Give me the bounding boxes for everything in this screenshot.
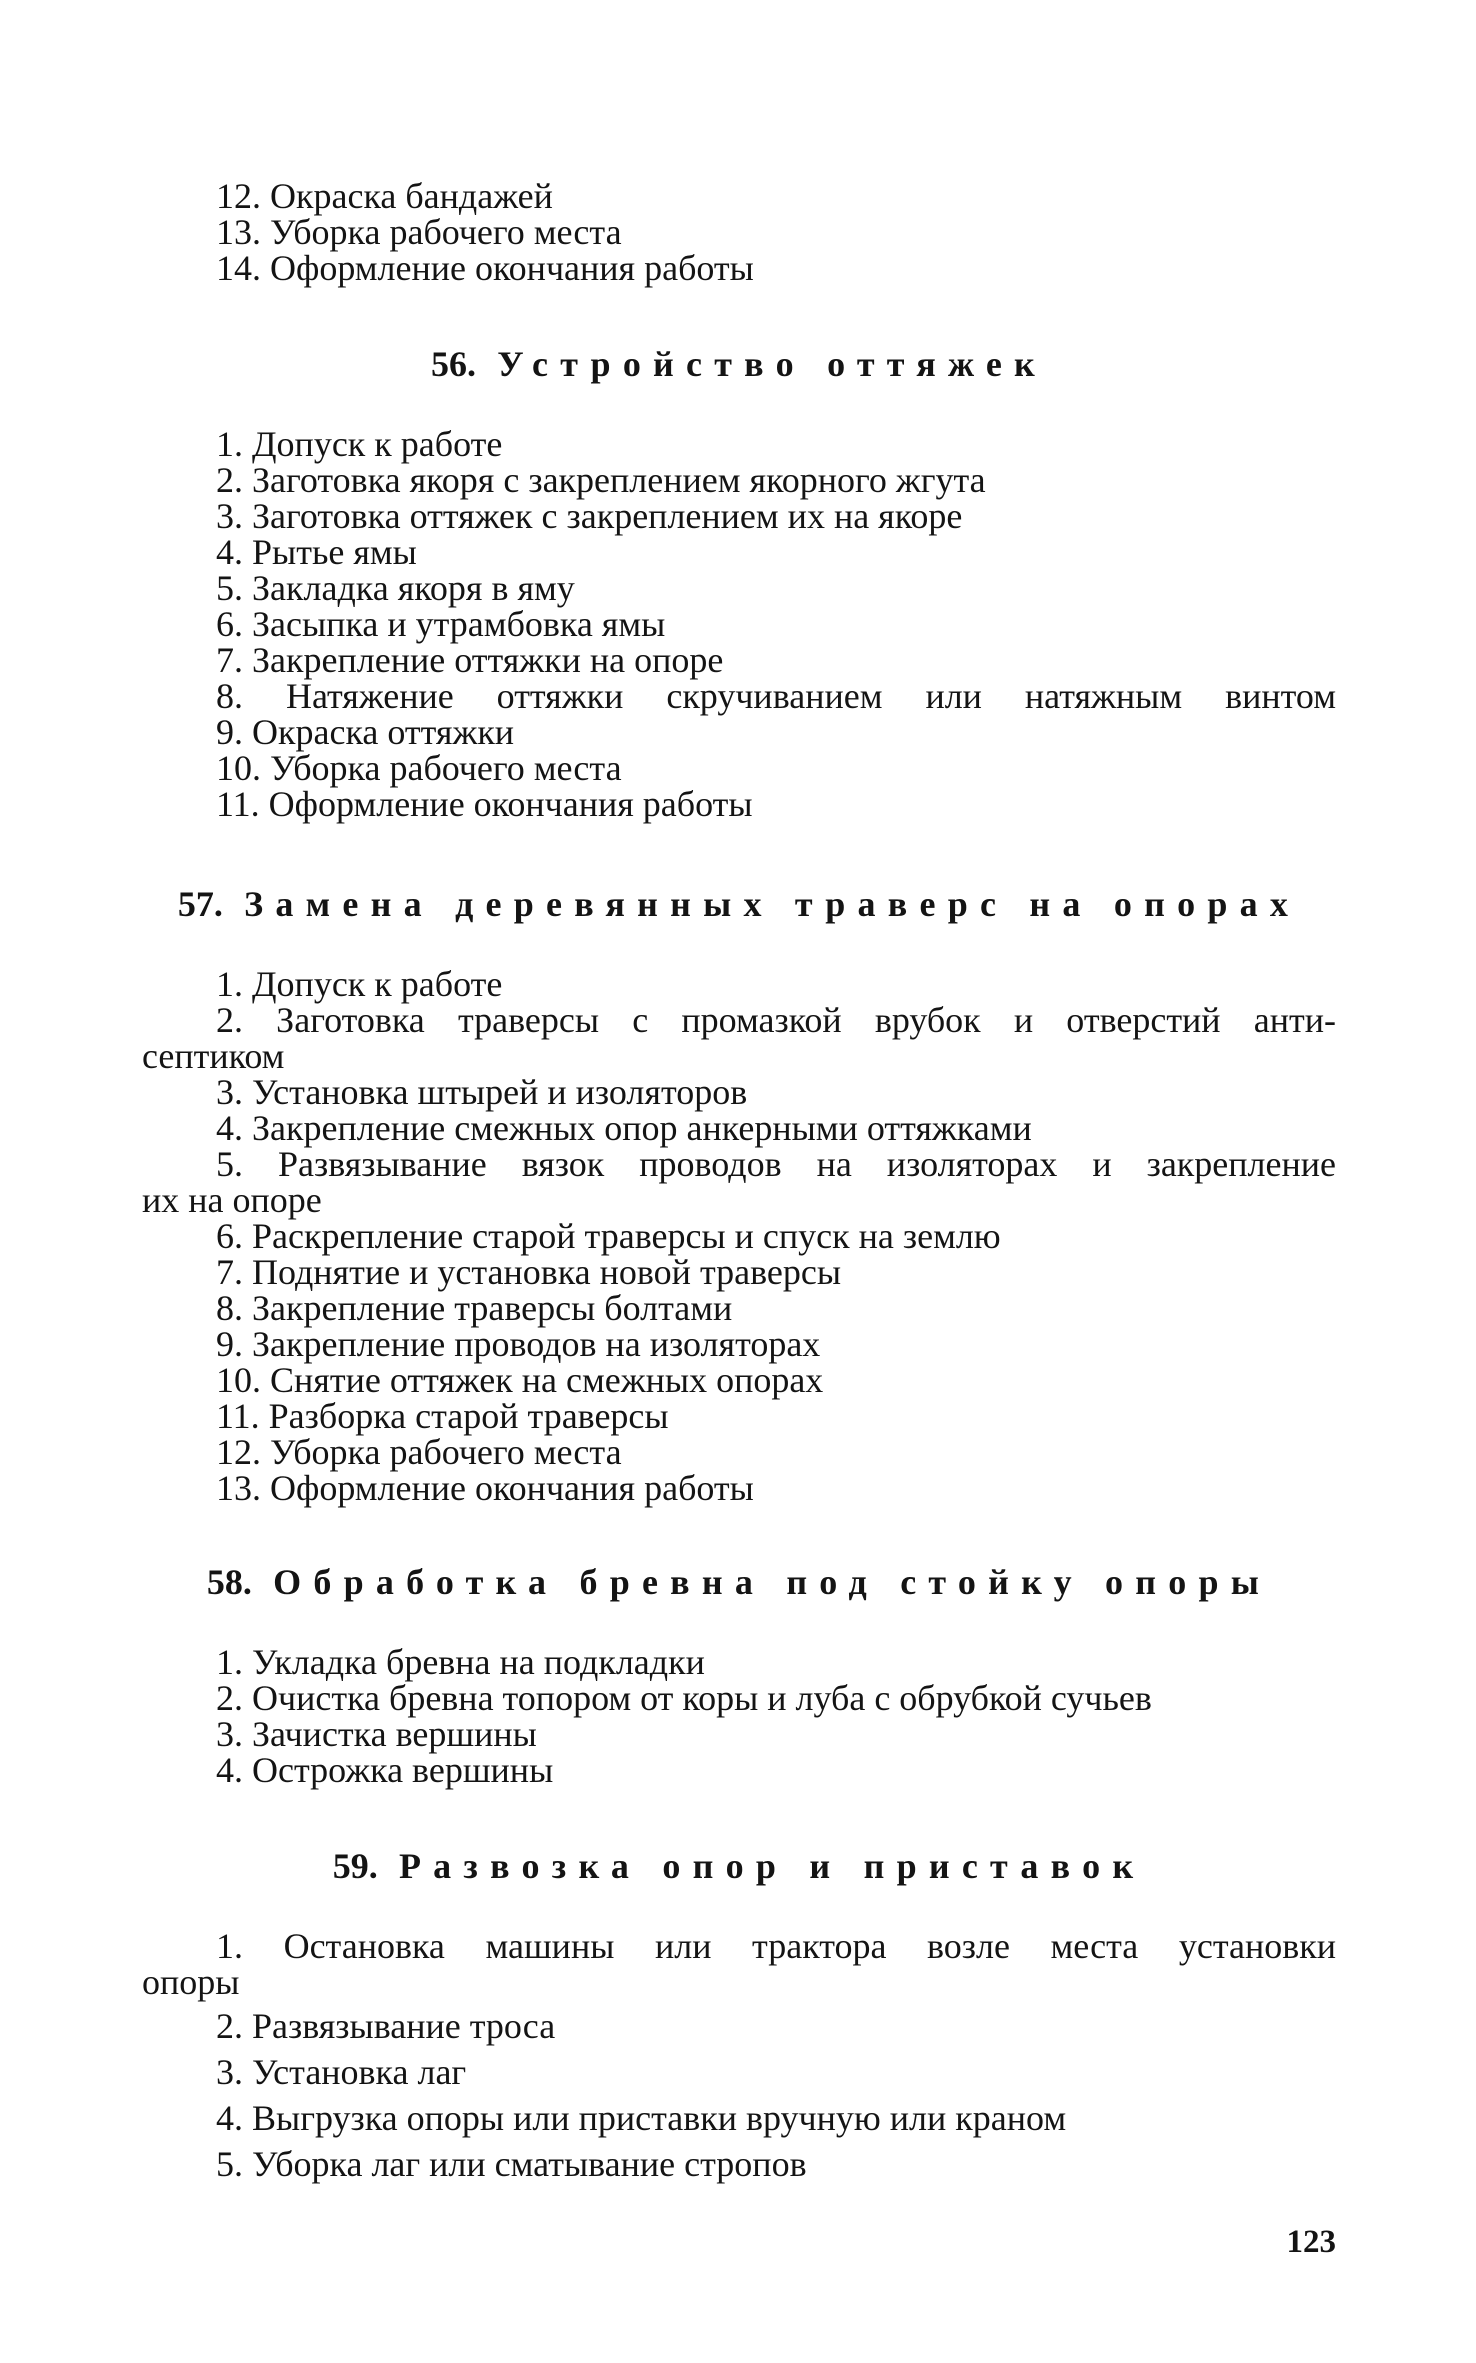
- list-item: 3. Зачистка вершины: [216, 1714, 537, 1754]
- list-item-continuation: их на опоре: [142, 1180, 322, 1220]
- section-heading-56: [142, 346, 1336, 382]
- list-item: 4. Закрепление смежных опор анкерными оттяжками: [216, 1108, 1032, 1148]
- list-item: 1. Укладка бревна на подкладки: [216, 1642, 705, 1682]
- list-item: 5. Развязывание вязок проводов на изоляторах и закрепление: [216, 1144, 1336, 1184]
- list-item: 14. Оформление окончания работы: [216, 248, 754, 288]
- list-item: 9. Окраска оттяжки: [216, 712, 515, 752]
- section-number: 56.: [430, 344, 476, 384]
- list-item: 6. Раскрепление старой траверсы и спуск на землю: [216, 1216, 1001, 1256]
- list-item: 12. Окраска бандажей: [216, 176, 553, 216]
- list-item: 13. Уборка рабочего места: [216, 212, 622, 252]
- list-item: 2. Очистка бревна топором от коры и луба с обрубкой сучьев: [216, 1678, 1152, 1718]
- list-item-continuation: септиком: [142, 1036, 285, 1076]
- list-item: 8. Закрепление траверсы болтами: [216, 1288, 733, 1328]
- list-item: 3. Установка штырей и изоляторов: [216, 1072, 748, 1112]
- list-item: 5. Уборка лаг или сматывание стропов: [216, 2144, 807, 2184]
- section-title: Замена деревянных траверс на опорах: [244, 884, 1301, 924]
- section-heading-59: [142, 1848, 1336, 1884]
- section-heading-57: [142, 886, 1336, 922]
- list-item: 1. Допуск к работе: [216, 964, 503, 1004]
- section-title: Развозка опор и приставок: [398, 1846, 1146, 1886]
- list-item: 2. Развязывание троса: [216, 2006, 556, 2046]
- list-item: 5. Закладка якоря в яму: [216, 568, 575, 608]
- list-item: 2. Заготовка якоря с закреплением якорного жгута: [216, 460, 986, 500]
- list-item: 1. Допуск к работе: [216, 424, 503, 464]
- section-heading-58: [142, 1564, 1336, 1600]
- section-number: 59.: [332, 1846, 378, 1886]
- list-item: 4. Выгрузка опоры или приставки вручную или краном: [216, 2098, 1067, 2138]
- list-item: 13. Оформление окончания работы: [216, 1468, 754, 1508]
- section-title: Устройство оттяжек: [497, 344, 1048, 384]
- list-item: 3. Заготовка оттяжек с закреплением их на якоре: [216, 496, 963, 536]
- list-item: 9. Закрепление проводов на изоляторах: [216, 1324, 821, 1364]
- list-item: 7. Закрепление оттяжки на опоре: [216, 640, 724, 680]
- list-item: 12. Уборка рабочего места: [216, 1432, 622, 1472]
- list-item: 11. Оформление окончания работы: [216, 784, 753, 824]
- section-title: Обработка бревна под стойку опоры: [273, 1562, 1272, 1602]
- list-item: 2. Заготовка траверсы с промазкой врубок и отверстий анти-: [216, 1000, 1336, 1040]
- list-item: 1. Остановка машины или трактора возле места установки: [216, 1926, 1336, 1966]
- list-item: 8. Натяжение оттяжки скручиванием или натяжным винтом: [216, 676, 1336, 716]
- list-item: 10. Уборка рабочего места: [216, 748, 622, 788]
- list-item: 4. Рытье ямы: [216, 532, 417, 572]
- list-item: 4. Острожка вершины: [216, 1750, 554, 1790]
- list-item: 11. Разборка старой траверсы: [216, 1396, 669, 1436]
- page-number: 123: [1286, 2224, 1336, 2260]
- list-item-continuation: опоры: [142, 1962, 240, 2002]
- list-item: 3. Установка лаг: [216, 2052, 467, 2092]
- section-number: 58.: [206, 1562, 252, 1602]
- list-item: 7. Поднятие и установка новой траверсы: [216, 1252, 842, 1292]
- section-number: 57.: [177, 884, 223, 924]
- list-item: 6. Засыпка и утрамбовка ямы: [216, 604, 666, 644]
- list-item: 10. Снятие оттяжек на смежных опорах: [216, 1360, 824, 1400]
